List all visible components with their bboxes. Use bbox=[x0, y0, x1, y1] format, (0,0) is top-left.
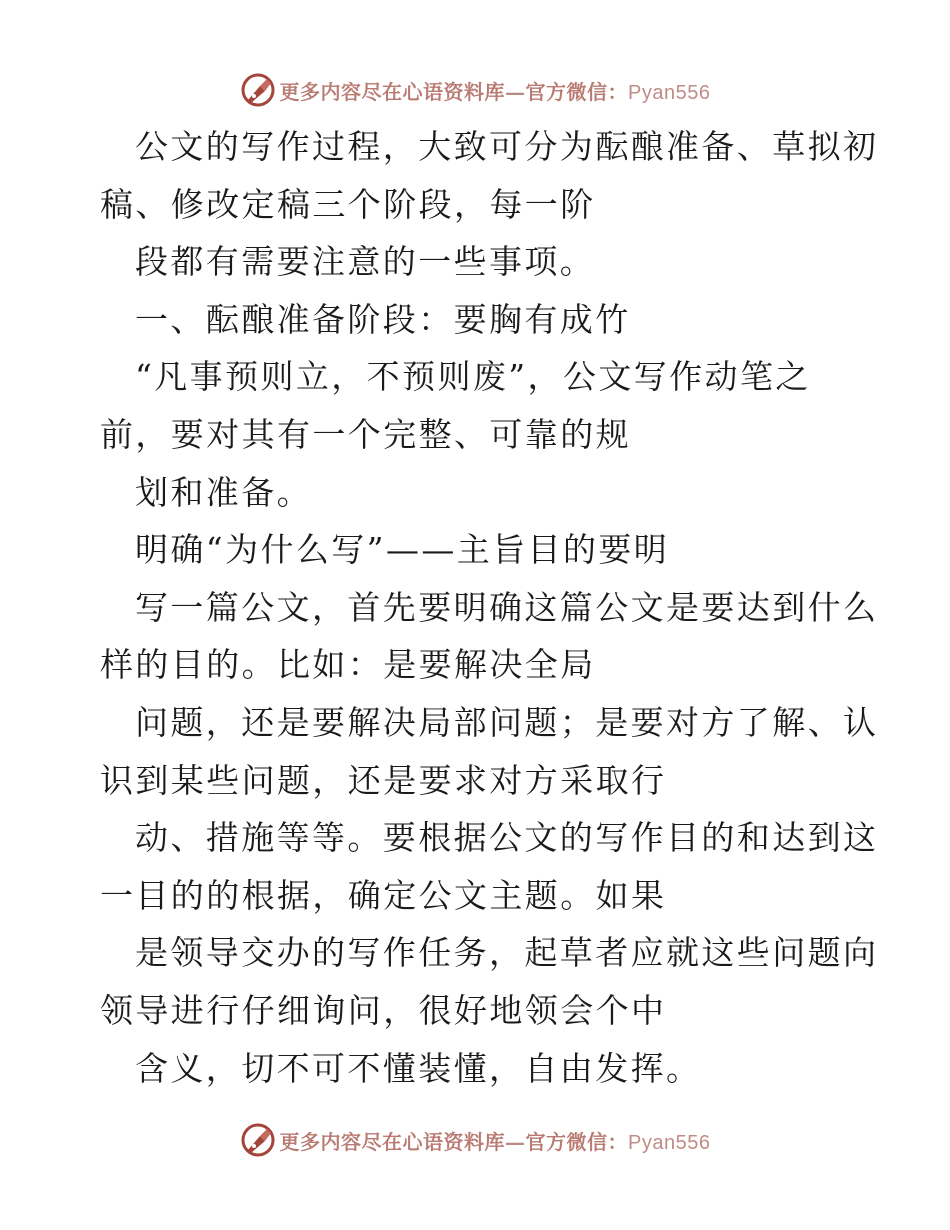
paragraph-line: 稿、修改定稿三个阶段，每一阶 bbox=[100, 184, 596, 224]
subsection-heading: 明确“为什么写”——主旨目的要明 bbox=[135, 530, 670, 570]
paragraph-line: 是领导交办的写作任务，起草者应就这些问题向 bbox=[135, 933, 879, 973]
footer-watermark-banner bbox=[0, 1120, 950, 1160]
paragraph-line: 一目的的根据，确定公文主题。如果 bbox=[100, 875, 667, 915]
section-heading: 一、酝酿准备阶段：要胸有成竹 bbox=[135, 299, 631, 339]
paragraph-line: 写一篇公文，首先要明确这篇公文是要达到什么 bbox=[135, 587, 879, 627]
watermark-text: 更多内容尽在心语资料库—官方微信：Pyan556 bbox=[279, 79, 711, 104]
paragraph-line: 含义，切不可不懂装懂，自由发挥。 bbox=[135, 1048, 702, 1088]
paragraph-line: 划和准备。 bbox=[135, 472, 312, 512]
paragraph-line: 领导进行仔细询问，很好地领会个中 bbox=[100, 990, 667, 1030]
paragraph-line: 前，要对其有一个完整、可靠的规 bbox=[100, 414, 631, 454]
document-body bbox=[100, 122, 879, 1101]
paragraph-line: 识到某些问题，还是要求对方采取行 bbox=[100, 760, 667, 800]
paragraph-line: 样的目的。比如：是要解决全局 bbox=[100, 645, 596, 685]
pen-nib-logo-icon bbox=[240, 1122, 276, 1158]
pen-nib-logo-icon bbox=[240, 72, 276, 108]
paragraph-line: “凡事预则立，不预则废”，公文写作动笔之 bbox=[135, 357, 811, 397]
header-watermark-banner bbox=[0, 70, 950, 110]
paragraph-line: 动、措施等等。要根据公文的写作目的和达到这 bbox=[135, 818, 879, 858]
watermark-text: 更多内容尽在心语资料库—官方微信：Pyan556 bbox=[279, 1129, 711, 1154]
paragraph-line: 公文的写作过程，大致可分为酝酿准备、草拟初 bbox=[135, 127, 879, 166]
paragraph-line: 段都有需要注意的一些事项。 bbox=[135, 242, 596, 282]
paragraph-line: 问题，还是要解决局部问题；是要对方了解、认 bbox=[135, 702, 879, 742]
